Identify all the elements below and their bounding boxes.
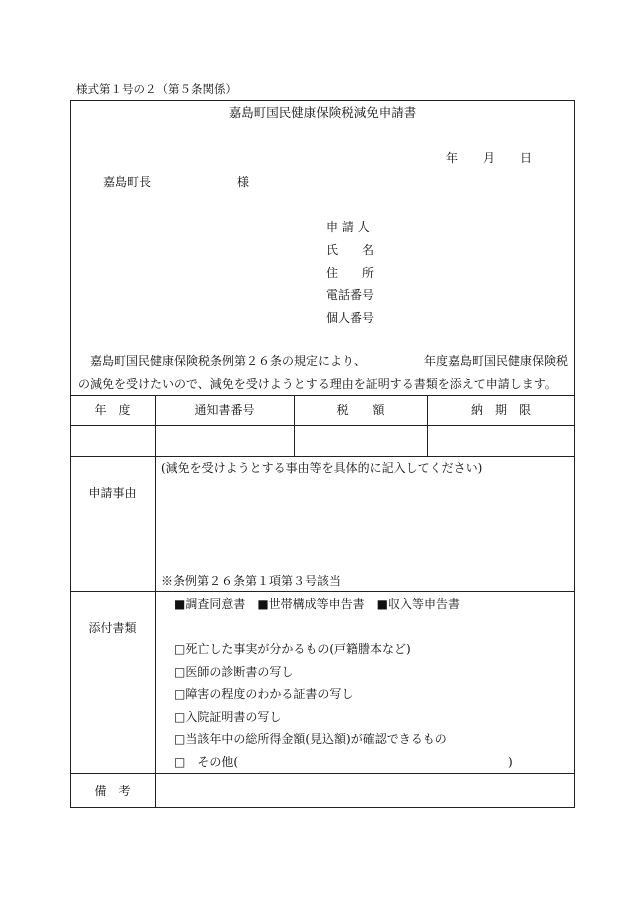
header-notice-number: 通知書番号 bbox=[194, 403, 255, 417]
attachment-option-death: □死亡した事実が分かるもの(戸籍謄本など) bbox=[174, 642, 411, 656]
form-title: 嘉島町国民健康保険税減免申請書 bbox=[228, 105, 417, 120]
attachment-option-other: □ その他( bbox=[174, 755, 239, 769]
reason-label: 申請事由 bbox=[88, 486, 137, 500]
header-fiscal-year: 年 度 bbox=[94, 403, 131, 417]
rule-attachments-bottom bbox=[70, 773, 575, 774]
statement-line2: の減免を受けたいので、減免を受けようとする理由を証明する書類を添えて申請します。 bbox=[78, 377, 557, 391]
applicant-field-name: 氏 名 bbox=[326, 243, 375, 257]
statement-line1-pre: 嘉島町国民健康保険税条例第２６条の規定により、 bbox=[90, 354, 367, 368]
attachment-option-hospital: □入院証明書の写し bbox=[174, 710, 282, 724]
form-number-label: 様式第１号の２（第５条関係） bbox=[76, 82, 237, 96]
reason-instruction: (減免を受けようとする事由等を具体的に記入してください) bbox=[161, 461, 483, 475]
date-day-label: 日 bbox=[520, 151, 533, 165]
header-due-date: 納 期 限 bbox=[470, 403, 531, 417]
rule-statement-top bbox=[70, 395, 575, 396]
reason-ordinance-note: ※条例第２６条第１項第３号該当 bbox=[161, 574, 342, 588]
rule-reason-bottom bbox=[70, 591, 575, 592]
attachments-label: 添付書類 bbox=[88, 621, 137, 635]
attachment-option-disability: □障害の程度のわかる証書の写し bbox=[174, 687, 354, 701]
attachment-option-income: □当該年中の総所得金額(見込額)が確認できるもの bbox=[174, 732, 447, 746]
attachments-required: ■調査同意書 ■世帯構成等申告書 ■収入等申告書 bbox=[174, 597, 461, 611]
remarks-label: 備 考 bbox=[94, 784, 131, 798]
rule-data-bottom bbox=[70, 456, 575, 457]
date-year-label: 年 bbox=[446, 151, 459, 165]
addressee-honorific: 様 bbox=[237, 175, 250, 189]
rule-header-bottom bbox=[70, 425, 575, 426]
application-form bbox=[70, 100, 575, 808]
applicant-field-personal-number: 個人番号 bbox=[326, 311, 375, 325]
applicant-field-address: 住 所 bbox=[326, 266, 375, 280]
attachment-option-medical: □医師の診断書の写し bbox=[174, 665, 294, 679]
attachment-option-other-close: ) bbox=[508, 755, 513, 769]
rule-col1 bbox=[155, 395, 156, 808]
date-month-label: 月 bbox=[483, 151, 496, 165]
header-tax-amount: 税 額 bbox=[336, 403, 385, 417]
statement-line1-post: 年度嘉島町国民健康保険税 bbox=[424, 354, 569, 368]
applicant-field-phone: 電話番号 bbox=[326, 288, 375, 302]
applicant-heading: 申 請 人 bbox=[326, 220, 370, 234]
addressee-name: 嘉島町長 bbox=[103, 175, 152, 189]
